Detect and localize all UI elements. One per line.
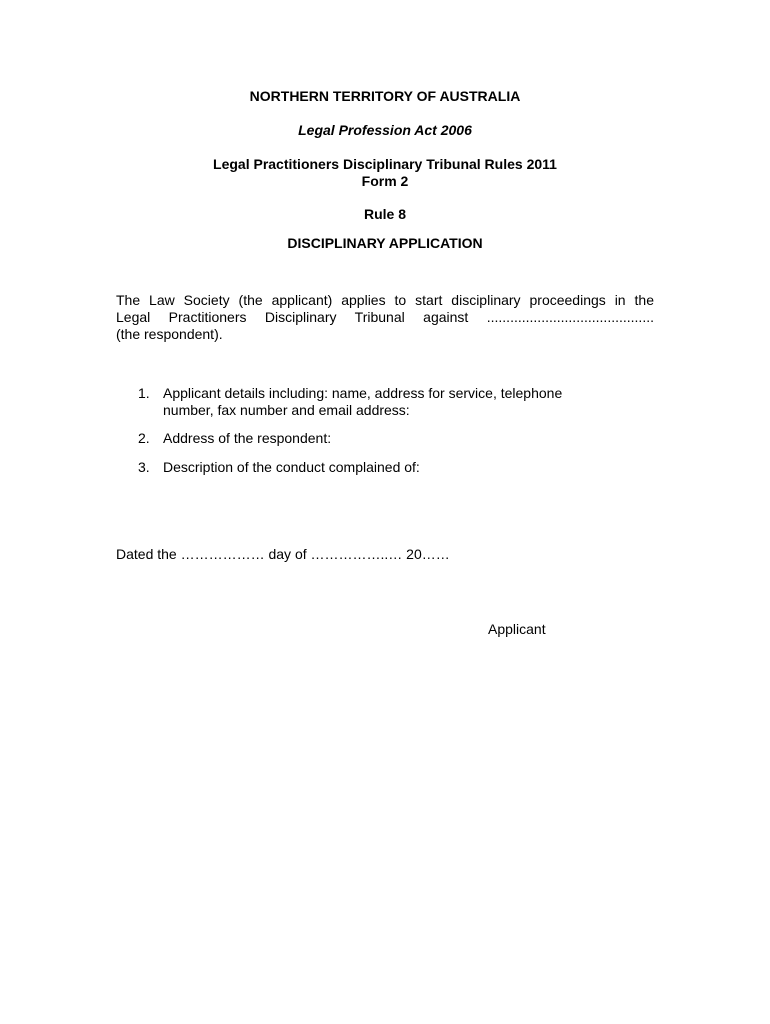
act-title: Legal Profession Act 2006 xyxy=(298,122,472,138)
signature-label: Applicant xyxy=(488,621,546,637)
list-item xyxy=(138,430,658,447)
list-item-text: Description of the conduct complained of: xyxy=(163,459,420,475)
intro-line: (the respondent). xyxy=(116,326,223,342)
dated-line: Dated the ……………… day of ……………..… 20…… xyxy=(116,546,450,562)
list-item xyxy=(138,385,658,419)
form-number: Form 2 xyxy=(361,173,409,189)
intro-line: The Law Society (the applicant) applies to start disciplinary proceedings in the xyxy=(116,292,654,308)
list-item-number: 3. xyxy=(138,459,150,475)
intro-paragraph xyxy=(116,292,654,343)
intro-line: Legal Practitioners Disciplinary Tribunal against ........................................... xyxy=(116,309,654,325)
list-item xyxy=(138,459,658,476)
jurisdiction-heading: NORTHERN TERRITORY OF AUSTRALIA xyxy=(249,88,521,104)
list-item-number: 2. xyxy=(138,430,150,446)
list-item-text: Address of the respondent: xyxy=(163,430,332,446)
list-item-text: Applicant details including: name, address for service, telephone number, fax number and email address: xyxy=(163,385,563,418)
list-item-number: 1. xyxy=(138,385,150,401)
document-title: DISCIPLINARY APPLICATION xyxy=(287,235,483,251)
rules-title: Legal Practitioners Disciplinary Tribunal Rules 2011 xyxy=(213,156,557,172)
rule-number: Rule 8 xyxy=(363,206,406,222)
